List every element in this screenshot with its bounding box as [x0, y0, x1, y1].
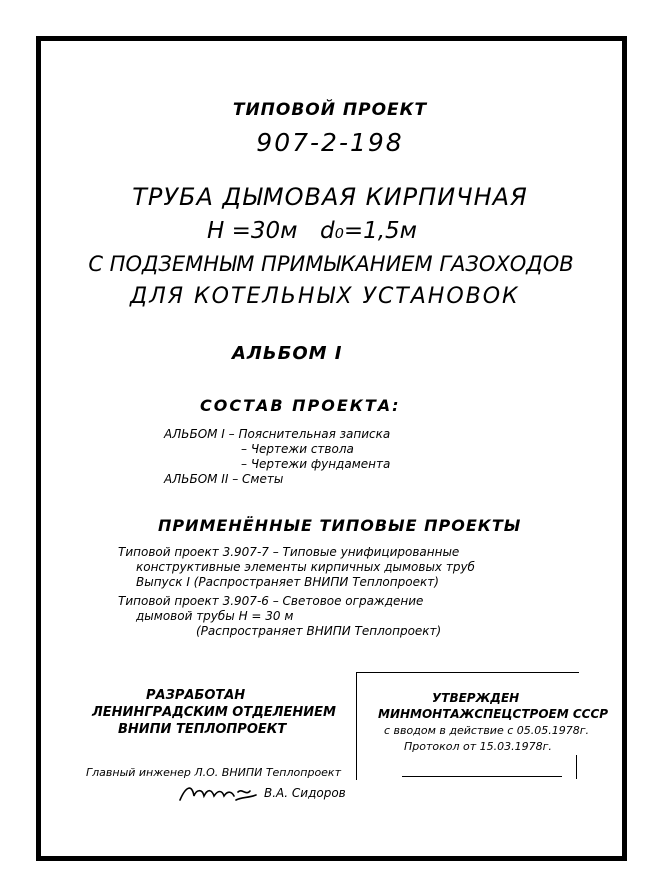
title-height: H =30м — [207, 218, 298, 244]
title-line-4: ДЛЯ КОТЕЛЬНЫХ УСТАНОВОК — [130, 284, 520, 309]
applied-heading: ПРИМЕНЁННЫЕ ТИПОВЫЕ ПРОЕКТЫ — [158, 516, 522, 535]
composition-item: – Чертежи ствола — [241, 442, 354, 456]
composition-item: АЛЬБОМ I – Пояснительная записка — [164, 427, 391, 441]
signatory-role: Главный инженер Л.О. ВНИПИ Теплопроект — [86, 766, 341, 779]
applied-line: Типовой проект 3.907-7 – Типовые унифицированные — [118, 545, 460, 559]
project-series: ТИПОВОЙ ПРОЕКТ — [232, 100, 428, 120]
title-diameter: d₀=1,5м — [320, 218, 418, 244]
title-line-3: С ПОДЗЕМНЫМ ПРИМЫКАНИЕМ ГАЗОХОДОВ — [88, 252, 574, 276]
applied-line: (Распространяет ВНИПИ Теплопроект) — [196, 624, 442, 638]
composition-item: АЛЬБОМ II – Сметы — [164, 472, 284, 486]
project-number: 907-2-198 — [256, 128, 404, 157]
approval-stamp-underline — [402, 776, 562, 777]
approval-ministry: МИНМОНТАЖСПЕЦСТРОЕМ СССР — [378, 707, 609, 721]
album-label: АЛЬБОМ I — [232, 343, 343, 364]
title-line-1: ТРУБА ДЫМОВАЯ КИРПИЧНАЯ — [132, 183, 528, 211]
applied-line: конструктивные элементы кирпичных дымовых труб — [136, 560, 475, 574]
developer-org: ЛЕНИНГРАДСКИМ ОТДЕЛЕНИЕМ — [92, 705, 336, 720]
developer-heading: РАЗРАБОТАН — [146, 688, 246, 703]
approval-protocol: Протокол от 15.03.1978г. — [404, 740, 552, 753]
developer-institute: ВНИПИ ТЕПЛОПРОЕКТ — [118, 722, 287, 737]
approval-effective-date: с вводом в действие с 05.05.1978г. — [384, 724, 590, 737]
approval-heading: УТВЕРЖДЕН — [432, 691, 520, 705]
applied-line: Типовой проект 3.907-6 – Световое ограждение — [118, 594, 424, 608]
handwritten-signature — [176, 782, 258, 804]
applied-line: Выпуск I (Распространяет ВНИПИ Теплопроект) — [136, 575, 439, 589]
signatory-name: В.А. Сидоров — [264, 786, 346, 800]
approval-stamp-edge — [576, 755, 577, 779]
composition-heading: СОСТАВ ПРОЕКТА: — [200, 396, 401, 415]
applied-line: дымовой трубы H = 30 м — [136, 609, 294, 623]
composition-item: – Чертежи фундамента — [241, 457, 391, 471]
